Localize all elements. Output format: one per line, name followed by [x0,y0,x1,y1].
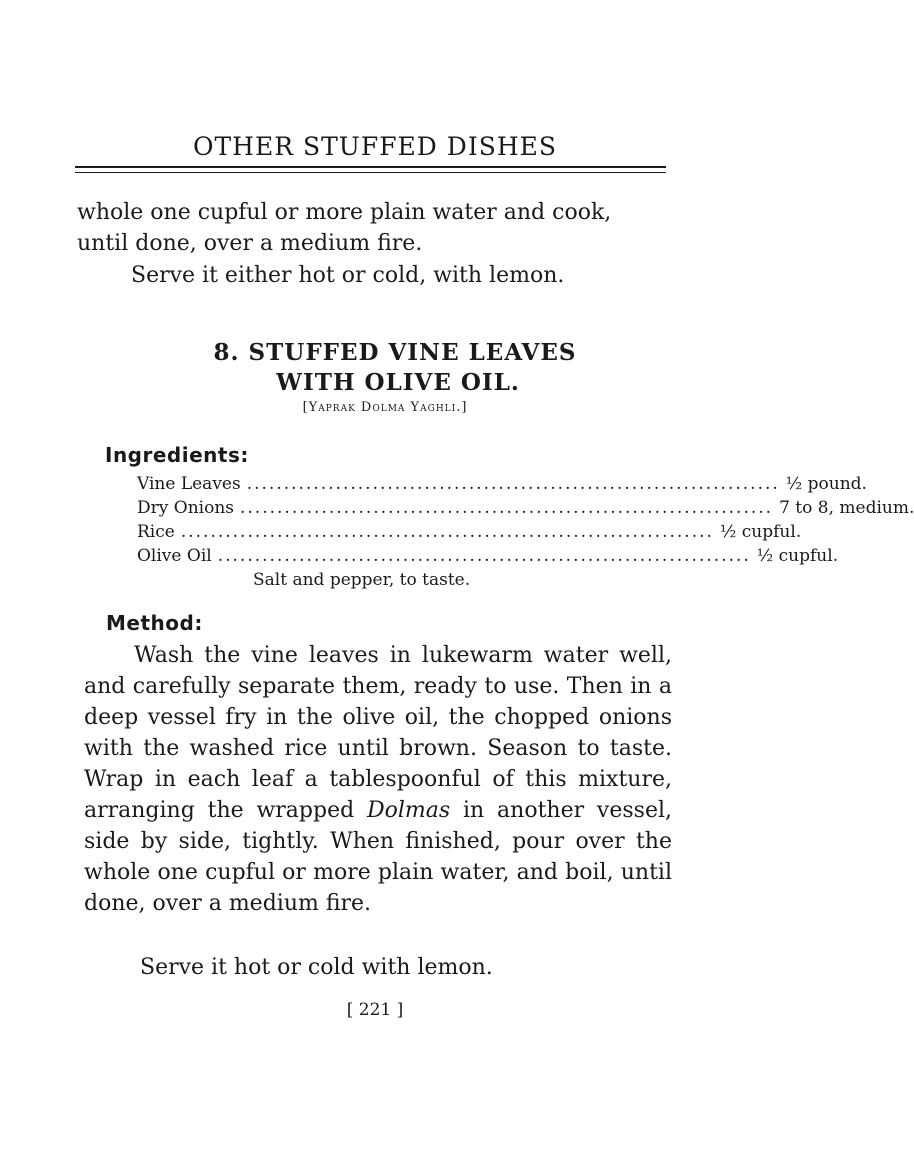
ingredient-name: Dry Onions [137,498,234,518]
method-italic-term: Dolmas [367,798,451,823]
running-head: OTHER STUFFED DISHES [192,132,558,161]
ingredient-row [137,498,914,522]
ingredient-quantity: ½ cupful. [719,522,802,542]
ingredient-row [137,474,867,498]
ingredient-row [137,522,802,546]
method-text-start: Wash the vine leaves in lukewarm water well, and carefully separate them, ready to use. Then in a deep vessel fry in the olive oil, the chopped onions with the washed rice until brown. Season to taste. Wrap in each leaf a tablespoonful of this mixture, arranging the wrapped [84,643,672,823]
recipe-title-line-2: WITH OLIVE OIL. [276,369,520,396]
leader-dots: ........................................................................ [246,474,780,494]
serve-note: Serve it hot or cold with lemon. [140,955,493,980]
recipe-subtitle-text: [Yaprak Dolma Yaghli.] [302,400,468,415]
ingredient-row [137,546,839,570]
recipe-title-line-1: 8. STUFFED VINE LEAVES [213,339,577,366]
recipe-subtitle [0,400,750,415]
method-text-end: in another vessel, side by side, tightly. When finished, pour over the whole one cupful or more plain water, and boil, until done, over a medium fire. [84,798,673,916]
leader-dots: ........................................................................ [180,522,714,542]
ingredient-name: Olive Oil [137,546,212,566]
seasoning-note: Salt and pepper, to taste. [253,570,471,590]
leader-dots: ........................................................................ [240,498,774,518]
ingredient-name: Rice [137,522,175,542]
ingredient-quantity: 7 to 8, medium. [779,498,914,518]
header-rule-thick [75,166,666,168]
leader-dots: ........................................................................ [217,546,751,566]
ingredients-list [137,474,914,570]
ingredient-name: Vine Leaves [137,474,241,494]
ingredient-quantity: ½ cupful. [756,546,839,566]
ingredients-label: Ingredients: [105,443,249,467]
method-label: Method: [106,611,203,635]
page-number: [ 221 ] [346,1000,404,1020]
serve-note-previous: Serve it either hot or cold, with lemon. [131,263,565,288]
recipe-title [0,338,750,398]
header-rule-thin [75,172,666,173]
ingredient-quantity: ½ pound. [785,474,867,494]
continued-paragraph: whole one cupful or more plain water and cook, until done, over a medium fire. [77,200,612,256]
method-paragraph [84,640,672,919]
